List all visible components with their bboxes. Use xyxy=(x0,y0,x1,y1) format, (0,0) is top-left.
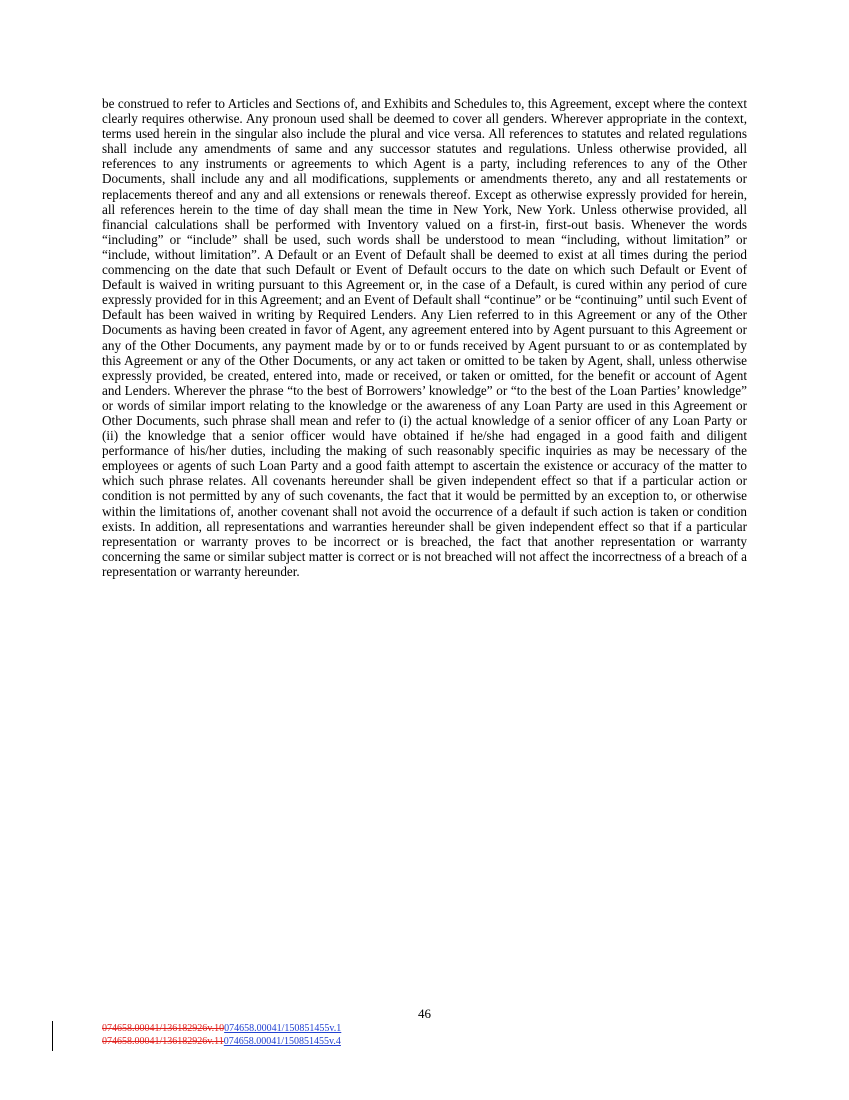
inserted-doc-id: 074658.00041/150851455v.4 xyxy=(223,1036,341,1047)
body-paragraph: be construed to refer to Articles and Sections of, and Exhibits and Schedules to, this Agreement, except where the context clearly requires otherwise. Any pronoun used shall be deemed to cover all genders. Wherever appropriate in the context, terms used herein in the singular also include the plural and vice versa. All references to statutes and related regulations shall include any amendments of same and any successor statutes and regulations. Unless otherwise provided, all references to any instruments or agreements to which Agent is a party, including references to any of the Other Documents, shall include any and all modifications, supplements or amendments thereto, any and all restatements or replacements thereof and any and all extensions or renewals thereof. Except as otherwise expressly provided for herein, all references herein to the time of day shall mean the time in New York, New York. Unless otherwise provided, all financial calculations shall be performed with Inventory valued on a first-in, first-out basis. Whenever the words “including” or “include” shall be used, such words shall be understood to mean “including, without limitation” or “include, without limitation”. A Default or an Event of Default shall be deemed to exist at all times during the period commencing on the date that such Default or Event of Default occurs to the date on which such Default or Event of Default is waived in writing pursuant to this Agreement or, in the case of a Default, is cured within any period of cure expressly provided for in this Agreement; and an Event of Default shall “continue” or be “continuing” until such Event of Default has been waived in writing by Required Lenders. Any Lien referred to in this Agreement or any of the Other Documents as having been created in favor of Agent, any agreement entered into by Agent pursuant to this Agreement or any of the Other Documents, any payment made by or to or funds received by Agent pursuant to or as contemplated by this Agreement or any of the Other Documents, or any act taken or omitted to be taken by Agent, shall, unless otherwise expressly provided, be created, entered into, made or received, or taken or omitted, for the benefit or account of Agent and Lenders. Wherever the phrase “to the best of Borrowers’ knowledge” or “to the best of the Loan Parties’ knowledge” or words of similar import relating to the knowledge or the awareness of any Loan Party are used in this Agreement or Other Documents, such phrase shall mean and refer to (i) the actual knowledge of a senior officer of any Loan Party or (ii) the knowledge that a senior officer would have obtained if he/she had engaged in a good faith and diligent performance of his/her duties, including the making of such reasonably specific inquiries as may be necessary of the employees or agents of such Loan Party and a good faith attempt to ascertain the existence or accuracy of the matter to which such phrase relates. All covenants hereunder shall be given independent effect so that if a particular action or condition is not permitted by any of such covenants, the fact that it would be permitted by an exception to, or otherwise within the limitations of, another covenant shall not avoid the occurrence of a default if such action is taken or condition exists. In addition, all representations and warranties hereunder shall be given independent effect so that if a particular representation or warranty proves to be incorrect or is breached, the fact that another representation or warranty concerning the same or similar subject matter is correct or is not breached will not affect the incorrectness of a breach of a representation or warranty hereunder. xyxy=(102,96,747,579)
inserted-doc-id: 074658.00041/150851455v.1 xyxy=(224,1023,342,1034)
footer-id-line-1 xyxy=(102,1022,341,1035)
deleted-doc-id: 074658.00041/136182926v.10 xyxy=(102,1023,225,1034)
footer-document-ids xyxy=(102,1022,341,1048)
page-number: 46 xyxy=(418,1006,431,1021)
deleted-doc-id: 074658.00041/136182926v.11 xyxy=(102,1036,224,1047)
footer-id-line-2 xyxy=(102,1035,341,1048)
change-bar xyxy=(52,1021,53,1051)
